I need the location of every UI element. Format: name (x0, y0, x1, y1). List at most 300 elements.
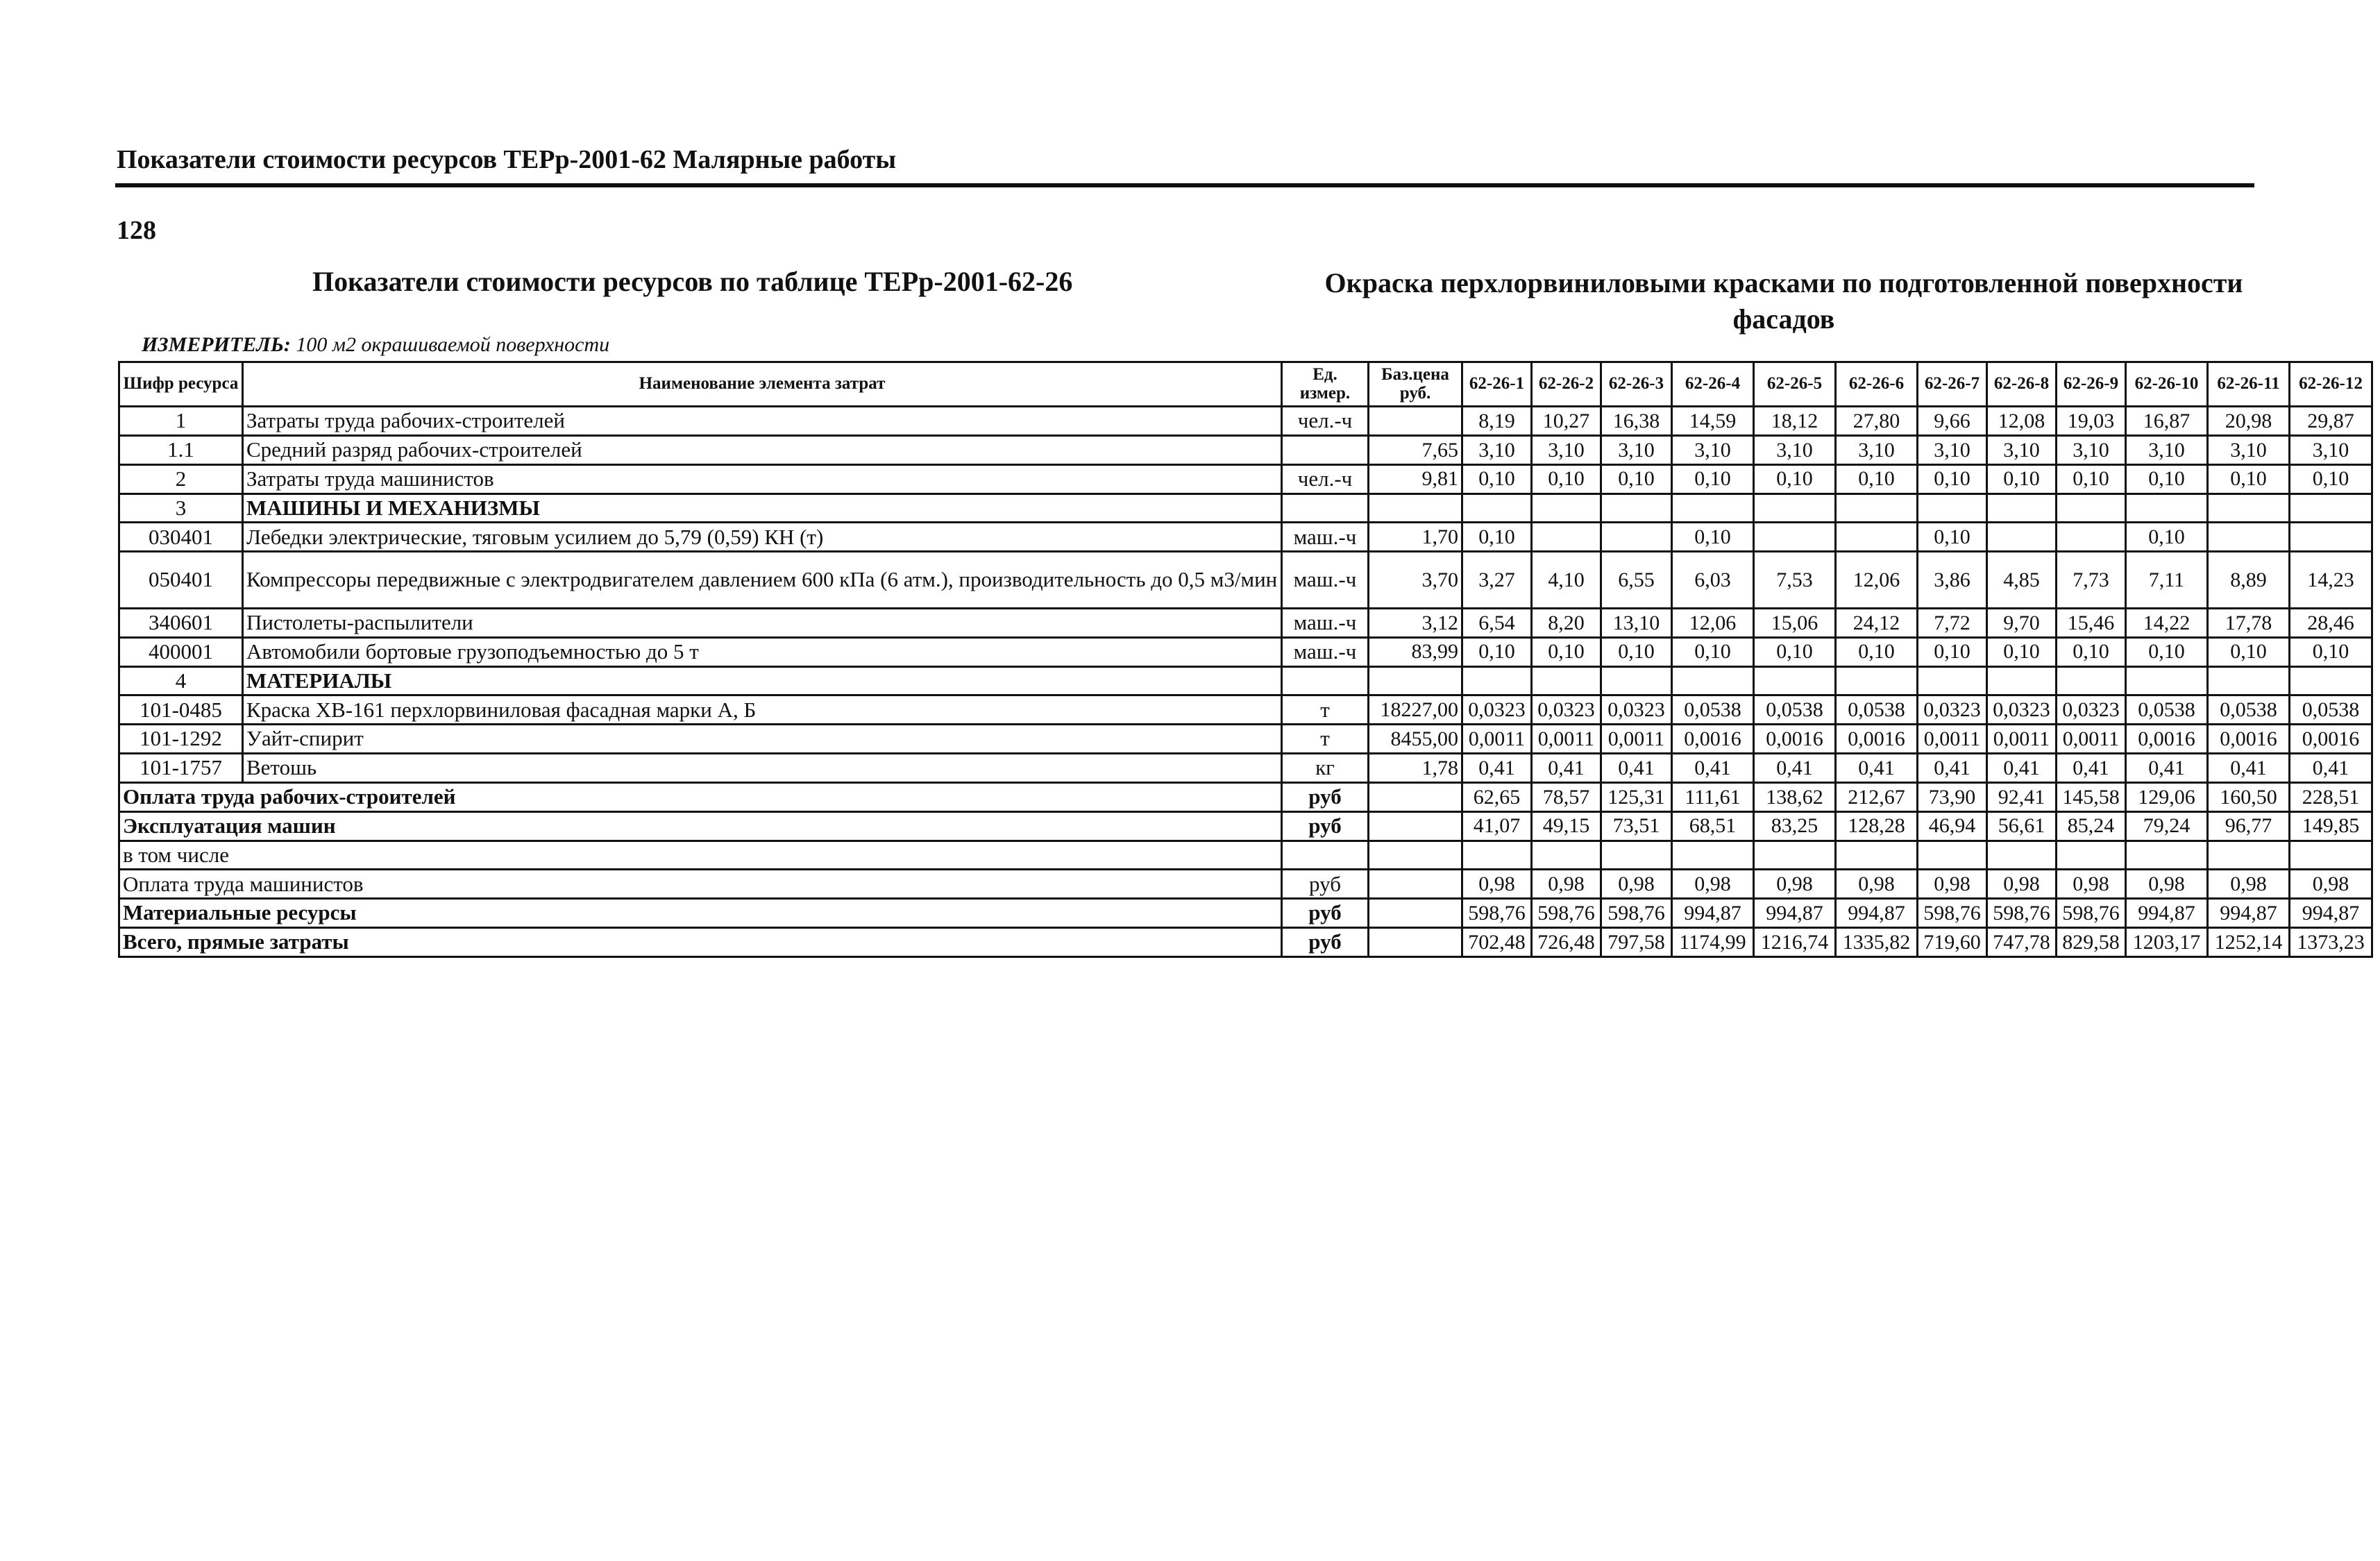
base-price: 7,65 (1369, 435, 1462, 464)
summary-value (2057, 841, 2126, 870)
header-divider (115, 183, 2254, 187)
resource-code: 101-0485 (119, 695, 243, 725)
summary-value: 149,85 (2290, 811, 2372, 841)
summary-value (1462, 841, 1532, 870)
cell-value: 8,89 (2208, 552, 2290, 609)
summary-label: Оплата труда машинистов (119, 870, 1282, 899)
summary-value: 994,87 (2208, 899, 2290, 928)
cell-value: 18,12 (1754, 407, 1836, 436)
summary-row (119, 870, 2372, 899)
summary-value: 598,76 (2057, 899, 2126, 928)
cell-value (1601, 493, 1672, 523)
table-row (119, 637, 2372, 666)
summary-row (119, 899, 2372, 928)
resource-name: Средний разряд рабочих-строителей (243, 435, 1282, 464)
resource-name: Пистолеты-распылители (243, 608, 1282, 637)
summary-value: 994,87 (2126, 899, 2208, 928)
cell-value: 0,10 (2057, 464, 2126, 493)
cell-value (1918, 493, 1987, 523)
table-row (119, 523, 2372, 552)
cell-value: 0,41 (1532, 754, 1601, 783)
cell-value: 0,0323 (1462, 695, 1532, 725)
summary-label: в том числе (119, 841, 1282, 870)
summary-value: 56,61 (1987, 811, 2057, 841)
base-price: 1,70 (1369, 523, 1462, 552)
unit-value: 100 м2 окрашиваемой поверхности (296, 333, 610, 356)
cell-value: 3,10 (1672, 435, 1754, 464)
cell-value: 16,38 (1601, 407, 1672, 436)
summary-value: 49,15 (1532, 811, 1601, 841)
cell-value: 14,23 (2290, 552, 2372, 609)
summary-value: 0,98 (2126, 870, 2208, 899)
cell-value: 0,10 (1462, 637, 1532, 666)
cell-value: 0,10 (2126, 637, 2208, 666)
summary-value: 68,51 (1672, 811, 1754, 841)
resource-unit: маш.-ч (1282, 637, 1369, 666)
header-column: 62-26-8 (1987, 362, 2057, 407)
cell-value: 0,10 (1918, 637, 1987, 666)
cell-value: 7,53 (1754, 552, 1836, 609)
base-price: 8455,00 (1369, 725, 1462, 754)
resource-cost-table (118, 361, 2373, 958)
cell-value: 0,0016 (2126, 725, 2208, 754)
header-unit: Ед. измер. (1282, 362, 1369, 407)
cell-value: 8,20 (1532, 608, 1601, 637)
cell-value: 0,0011 (1462, 725, 1532, 754)
cell-value: 0,0323 (1601, 695, 1672, 725)
summary-value: 1373,23 (2290, 928, 2372, 957)
cell-value: 3,10 (1532, 435, 1601, 464)
base-price (1369, 493, 1462, 523)
resource-code: 101-1292 (119, 725, 243, 754)
cell-value: 0,10 (2290, 464, 2372, 493)
cell-value: 6,54 (1462, 608, 1532, 637)
cell-value: 0,0016 (1672, 725, 1754, 754)
cell-value: 0,0323 (1918, 695, 1987, 725)
cell-value: 0,10 (1462, 464, 1532, 493)
cell-value (1754, 666, 1836, 695)
cell-value: 24,12 (1836, 608, 1918, 637)
summary-value: 0,98 (1672, 870, 1754, 899)
cell-value: 0,41 (1672, 754, 1754, 783)
cell-value: 4,85 (1987, 552, 2057, 609)
summary-value: 129,06 (2126, 782, 2208, 811)
unit-label: ИЗМЕРИТЕЛЬ: (142, 333, 291, 356)
cell-value: 9,70 (1987, 608, 2057, 637)
summary-label: Эксплуатация машин (119, 811, 1282, 841)
summary-value: 598,76 (1462, 899, 1532, 928)
summary-value: 797,58 (1601, 928, 1672, 957)
cell-value: 27,80 (1836, 407, 1918, 436)
cell-value (1672, 666, 1754, 695)
cell-value: 20,98 (2208, 407, 2290, 436)
summary-label: Всего, прямые затраты (119, 928, 1282, 957)
summary-row (119, 782, 2372, 811)
cell-value (1987, 523, 2057, 552)
resource-code: 050401 (119, 552, 243, 609)
cell-value: 15,46 (2057, 608, 2126, 637)
summary-value: 598,76 (1532, 899, 1601, 928)
cell-value: 3,10 (2126, 435, 2208, 464)
base-price: 83,99 (1369, 637, 1462, 666)
summary-value (1672, 841, 1754, 870)
cell-value: 17,78 (2208, 608, 2290, 637)
cell-value: 29,87 (2290, 407, 2372, 436)
cell-value: 3,86 (1918, 552, 1987, 609)
header-base-price: Баз.цена руб. (1369, 362, 1462, 407)
base-price: 3,12 (1369, 608, 1462, 637)
summary-price (1369, 782, 1462, 811)
cell-value: 0,10 (1462, 523, 1532, 552)
section-row (119, 493, 2372, 523)
summary-unit: руб (1282, 811, 1369, 841)
cell-value: 13,10 (1601, 608, 1672, 637)
cell-value: 6,55 (1601, 552, 1672, 609)
summary-value: 1252,14 (2208, 928, 2290, 957)
cell-value: 0,0323 (1532, 695, 1601, 725)
cell-value: 0,10 (2126, 464, 2208, 493)
cell-value (2208, 493, 2290, 523)
cell-value (2208, 666, 2290, 695)
resource-code: 101-1757 (119, 754, 243, 783)
cell-value: 12,06 (1672, 608, 1754, 637)
summary-value: 85,24 (2057, 811, 2126, 841)
summary-value: 726,48 (1532, 928, 1601, 957)
cell-value: 12,06 (1836, 552, 1918, 609)
cell-value: 0,41 (1918, 754, 1987, 783)
cell-value (1601, 666, 1672, 695)
cell-value: 3,10 (1754, 435, 1836, 464)
header-column: 62-26-11 (2208, 362, 2290, 407)
cell-value: 0,0323 (2057, 695, 2126, 725)
base-price (1369, 666, 1462, 695)
table-row (119, 407, 2372, 436)
cell-value: 0,0011 (1918, 725, 1987, 754)
summary-value: 994,87 (2290, 899, 2372, 928)
cell-value (1601, 523, 1672, 552)
summary-value: 83,25 (1754, 811, 1836, 841)
cell-value (2057, 523, 2126, 552)
header-column: 62-26-2 (1532, 362, 1601, 407)
summary-value: 228,51 (2290, 782, 2372, 811)
header-name: Наименование элемента затрат (243, 362, 1282, 407)
summary-value (2208, 841, 2290, 870)
summary-value (1918, 841, 1987, 870)
cell-value: 0,10 (1601, 637, 1672, 666)
cell-value (1672, 493, 1754, 523)
unit-line (142, 333, 609, 357)
base-price (1369, 407, 1462, 436)
summary-value: 598,76 (1987, 899, 2057, 928)
resource-code: 030401 (119, 523, 243, 552)
cell-value: 0,10 (1987, 464, 2057, 493)
summary-value (1987, 841, 2057, 870)
cell-value: 0,10 (1918, 523, 1987, 552)
summary-value (1836, 841, 1918, 870)
cell-value (1532, 523, 1601, 552)
cell-value: 16,87 (2126, 407, 2208, 436)
resource-name: Компрессоры передвижные с электродвигателем давлением 600 кПа (6 атм.), производительность до 0,5 м3/мин (243, 552, 1282, 609)
cell-value: 0,41 (2057, 754, 2126, 783)
cell-value (2126, 493, 2208, 523)
section-row (119, 666, 2372, 695)
summary-value: 78,57 (1532, 782, 1601, 811)
summary-value: 41,07 (1462, 811, 1532, 841)
resource-unit (1282, 666, 1369, 695)
cell-value: 12,08 (1987, 407, 2057, 436)
cell-value (1836, 666, 1918, 695)
cell-value: 0,10 (1532, 637, 1601, 666)
resource-unit: кг (1282, 754, 1369, 783)
summary-value: 747,78 (1987, 928, 2057, 957)
cell-value: 0,0011 (2057, 725, 2126, 754)
resource-code: 1 (119, 407, 243, 436)
summary-value: 0,98 (2290, 870, 2372, 899)
summary-value: 1216,74 (1754, 928, 1836, 957)
cell-value: 3,10 (2057, 435, 2126, 464)
header-column: 62-26-6 (1836, 362, 1918, 407)
summary-row (119, 811, 2372, 841)
cell-value (1462, 666, 1532, 695)
work-title: Окраска перхлорвиниловыми красками по подготовленной поверхности фасадов (1324, 267, 2243, 335)
cell-value: 3,10 (1987, 435, 2057, 464)
cell-value (1918, 666, 1987, 695)
cell-value (1462, 493, 1532, 523)
cell-value: 0,0011 (1601, 725, 1672, 754)
cell-value: 0,41 (1462, 754, 1532, 783)
summary-value: 0,98 (1836, 870, 1918, 899)
table-row (119, 695, 2372, 725)
cell-value: 4,10 (1532, 552, 1601, 609)
cell-value: 0,10 (1754, 464, 1836, 493)
cell-value: 0,41 (2126, 754, 2208, 783)
summary-value: 212,67 (1836, 782, 1918, 811)
resource-name: Ветошь (243, 754, 1282, 783)
summary-value: 1203,17 (2126, 928, 2208, 957)
summary-value: 79,24 (2126, 811, 2208, 841)
summary-value: 73,90 (1918, 782, 1987, 811)
cell-value: 0,0011 (1987, 725, 2057, 754)
summary-value: 0,98 (2208, 870, 2290, 899)
cell-value: 14,59 (1672, 407, 1754, 436)
resource-name: Уайт-спирит (243, 725, 1282, 754)
summary-price (1369, 870, 1462, 899)
resource-name: МАТЕРИАЛЫ (243, 666, 1282, 695)
cell-value: 7,73 (2057, 552, 2126, 609)
summary-value: 111,61 (1672, 782, 1754, 811)
cell-value: 0,0011 (1532, 725, 1601, 754)
cell-value: 0,10 (1836, 637, 1918, 666)
summary-row (119, 928, 2372, 957)
cell-value (1754, 493, 1836, 523)
cell-value: 3,10 (1601, 435, 1672, 464)
header-column: 62-26-3 (1601, 362, 1672, 407)
cell-value: 0,10 (1918, 464, 1987, 493)
cell-value: 0,10 (1672, 523, 1754, 552)
base-price: 9,81 (1369, 464, 1462, 493)
summary-value: 46,94 (1918, 811, 1987, 841)
summary-value: 0,98 (1987, 870, 2057, 899)
header-column: 62-26-12 (2290, 362, 2372, 407)
cell-value: 0,10 (1532, 464, 1601, 493)
cell-value: 0,0538 (2126, 695, 2208, 725)
summary-value: 598,76 (1601, 899, 1672, 928)
cell-value: 10,27 (1532, 407, 1601, 436)
cell-value: 3,10 (1462, 435, 1532, 464)
summary-unit: руб (1282, 899, 1369, 928)
cell-value: 0,41 (2208, 754, 2290, 783)
base-price: 18227,00 (1369, 695, 1462, 725)
table-row (119, 725, 2372, 754)
cell-value: 0,0323 (1987, 695, 2057, 725)
cell-value: 0,41 (1601, 754, 1672, 783)
cell-value (1987, 493, 2057, 523)
table-header-row (119, 362, 2372, 407)
base-price: 3,70 (1369, 552, 1462, 609)
cell-value: 0,0538 (1672, 695, 1754, 725)
cell-value: 0,10 (2290, 637, 2372, 666)
summary-value: 138,62 (1754, 782, 1836, 811)
summary-unit: руб (1282, 870, 1369, 899)
cell-value: 0,0016 (2208, 725, 2290, 754)
resource-name: Краска ХВ-161 перхлорвиниловая фасадная марки А, Б (243, 695, 1282, 725)
table-row (119, 464, 2372, 493)
cell-value (1754, 523, 1836, 552)
cell-value: 0,0538 (1836, 695, 1918, 725)
page-number: 128 (117, 216, 156, 245)
cell-value: 15,06 (1754, 608, 1836, 637)
summary-value: 598,76 (1918, 899, 1987, 928)
summary-row (119, 841, 2372, 870)
cell-value: 0,10 (1672, 637, 1754, 666)
summary-label: Оплата труда рабочих-строителей (119, 782, 1282, 811)
summary-unit: руб (1282, 782, 1369, 811)
resource-unit (1282, 435, 1369, 464)
header-column: 62-26-7 (1918, 362, 1987, 407)
summary-value: 73,51 (1601, 811, 1672, 841)
summary-price (1369, 841, 1462, 870)
cell-value: 0,10 (1672, 464, 1754, 493)
cell-value: 3,10 (2290, 435, 2372, 464)
cell-value: 0,41 (2290, 754, 2372, 783)
summary-value: 160,50 (2208, 782, 2290, 811)
summary-value: 92,41 (1987, 782, 2057, 811)
resource-unit: чел.-ч (1282, 464, 1369, 493)
resource-unit: маш.-ч (1282, 552, 1369, 609)
summary-price (1369, 899, 1462, 928)
cell-value: 14,22 (2126, 608, 2208, 637)
cell-value: 3,27 (1462, 552, 1532, 609)
resource-code: 2 (119, 464, 243, 493)
cell-value (2126, 666, 2208, 695)
cell-value (2290, 666, 2372, 695)
cell-value: 0,10 (1601, 464, 1672, 493)
cell-value: 0,10 (2208, 464, 2290, 493)
header-title: Показатели стоимости ресурсов ТЕРр-2001-62 Малярные работы (117, 145, 897, 174)
cell-value (1987, 666, 2057, 695)
summary-value (1532, 841, 1601, 870)
resource-unit: т (1282, 725, 1369, 754)
header-code: Шифр ресурса (119, 362, 243, 407)
resource-name: Автомобили бортовые грузоподъемностью до 5 т (243, 637, 1282, 666)
cell-value (2290, 523, 2372, 552)
resource-name: Затраты труда машинистов (243, 464, 1282, 493)
cell-value (2057, 666, 2126, 695)
cell-value: 8,19 (1462, 407, 1532, 436)
summary-price (1369, 928, 1462, 957)
summary-price (1369, 811, 1462, 841)
resource-code: 340601 (119, 608, 243, 637)
summary-value: 702,48 (1462, 928, 1532, 957)
summary-value: 0,98 (1918, 870, 1987, 899)
resource-code: 3 (119, 493, 243, 523)
cell-value (1532, 666, 1601, 695)
cell-value: 0,0016 (1836, 725, 1918, 754)
summary-value: 719,60 (1918, 928, 1987, 957)
table-body (119, 407, 2372, 957)
cell-value (1532, 493, 1601, 523)
resource-unit (1282, 493, 1369, 523)
summary-value: 145,58 (2057, 782, 2126, 811)
cell-value: 0,41 (1754, 754, 1836, 783)
cell-value: 9,66 (1918, 407, 1987, 436)
table-row (119, 754, 2372, 783)
cell-value (1836, 523, 1918, 552)
table-row (119, 435, 2372, 464)
resource-code: 1.1 (119, 435, 243, 464)
summary-value: 1174,99 (1672, 928, 1754, 957)
resource-unit: т (1282, 695, 1369, 725)
resource-unit: маш.-ч (1282, 523, 1369, 552)
summary-value: 128,28 (1836, 811, 1918, 841)
summary-unit (1282, 841, 1369, 870)
table-row (119, 552, 2372, 609)
summary-value: 0,98 (1601, 870, 1672, 899)
cell-value (2290, 493, 2372, 523)
resource-name: МАШИНЫ И МЕХАНИЗМЫ (243, 493, 1282, 523)
cell-value: 7,11 (2126, 552, 2208, 609)
summary-value: 0,98 (1754, 870, 1836, 899)
cell-value: 0,10 (2208, 637, 2290, 666)
resource-code: 4 (119, 666, 243, 695)
cell-value (2057, 493, 2126, 523)
cell-value: 0,10 (1836, 464, 1918, 493)
cell-value (2208, 523, 2290, 552)
summary-value (2290, 841, 2372, 870)
header-column: 62-26-10 (2126, 362, 2208, 407)
cell-value: 19,03 (2057, 407, 2126, 436)
cell-value: 0,41 (1836, 754, 1918, 783)
cell-value: 0,10 (1754, 637, 1836, 666)
table-title: Показатели стоимости ресурсов по таблице ТЕРр-2001-62-26 (312, 266, 1073, 297)
cell-value: 0,0538 (2208, 695, 2290, 725)
header-column: 62-26-5 (1754, 362, 1836, 407)
summary-value: 1335,82 (1836, 928, 1918, 957)
summary-value: 0,98 (2057, 870, 2126, 899)
resource-unit: маш.-ч (1282, 608, 1369, 637)
cell-value: 0,10 (2057, 637, 2126, 666)
cell-value: 0,0016 (2290, 725, 2372, 754)
cell-value: 0,0016 (1754, 725, 1836, 754)
cell-value: 6,03 (1672, 552, 1754, 609)
summary-value: 994,87 (1754, 899, 1836, 928)
summary-value: 994,87 (1672, 899, 1754, 928)
header-column: 62-26-9 (2057, 362, 2126, 407)
resource-name: Затраты труда рабочих-строителей (243, 407, 1282, 436)
cell-value (1836, 493, 1918, 523)
summary-value: 0,98 (1462, 870, 1532, 899)
summary-label: Материальные ресурсы (119, 899, 1282, 928)
